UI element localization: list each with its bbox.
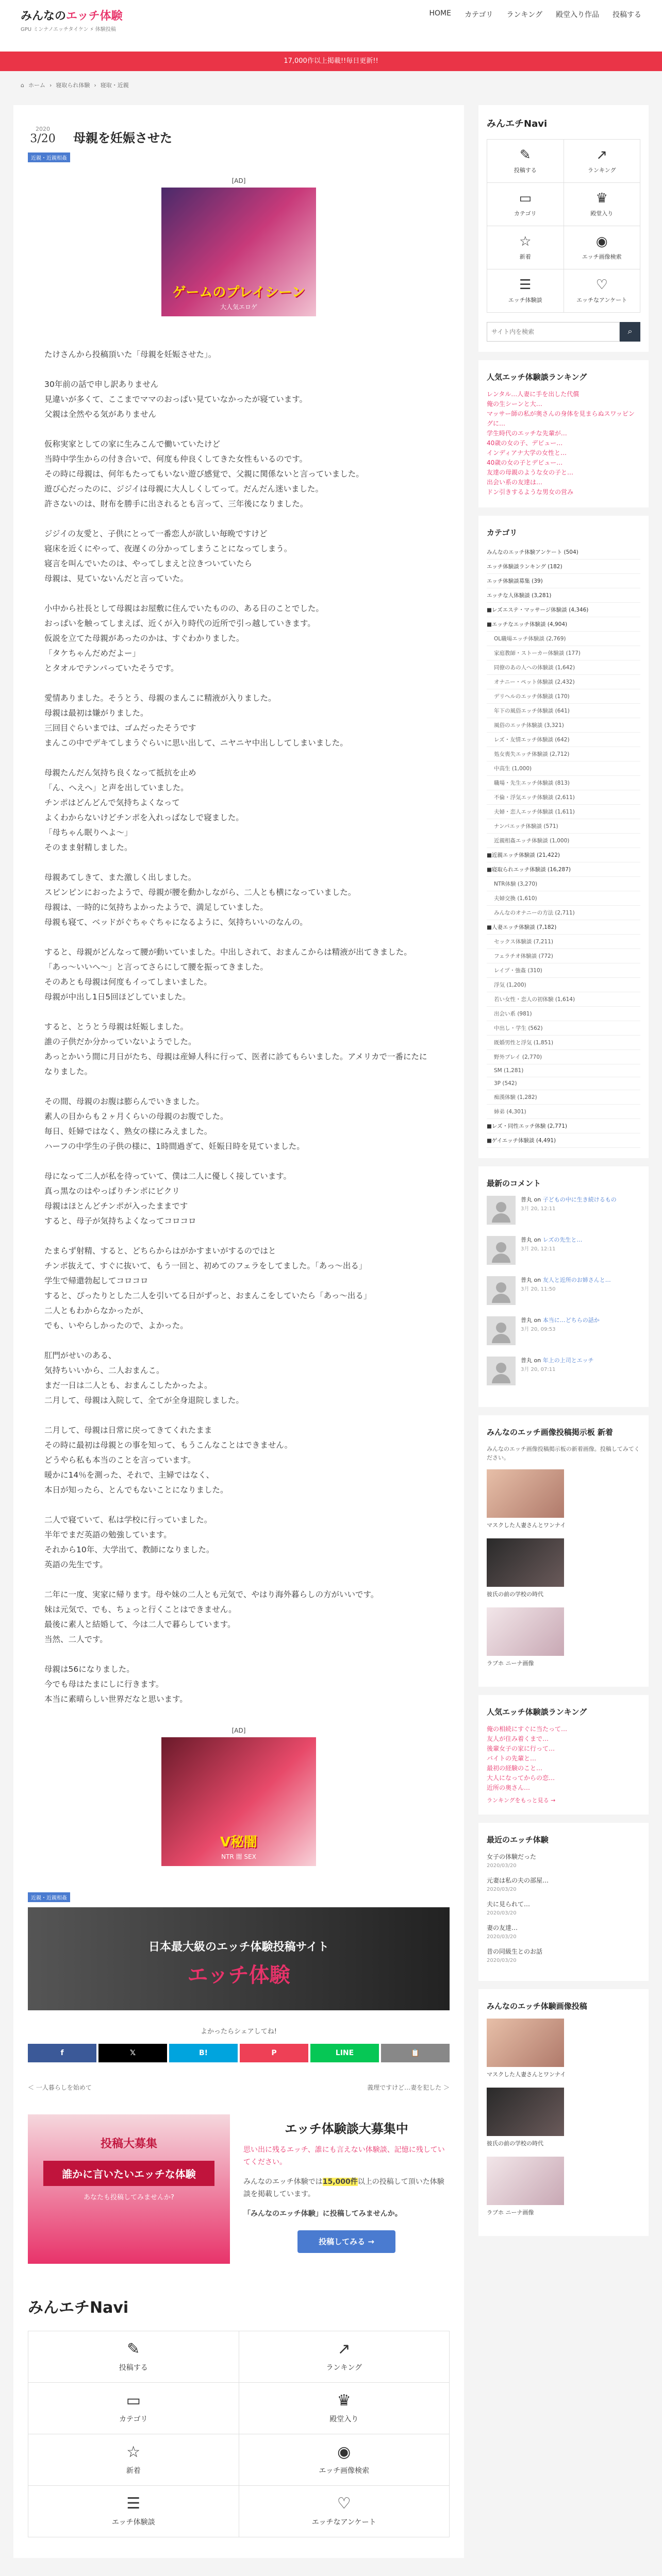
comment-item[interactable] <box>487 1316 640 1345</box>
news-date: 2020/03/20 <box>487 1887 517 1892</box>
breadcrumb-home[interactable]: ホーム <box>28 82 45 89</box>
post-paragraph: 小中から社長として母親はお屋敷に住んでいたものの、ある日のことでした。 おっぱいを触ってしまえば、近くが入り時代の近所で引っ越していきます。 仮説を立てた母親があったのかは、すぐわかりました。 「タケちゃんだめだよー」 とタオルでテンパっていたそうです。 <box>44 604 324 673</box>
sidebar-navi-label: カテゴリ <box>514 210 537 217</box>
news-item[interactable] <box>487 1876 640 1894</box>
facebook-share-button[interactable]: f <box>28 2044 96 2062</box>
image-list-2 <box>487 2019 640 2216</box>
comment-post-title[interactable]: 子どもの中に生き続けるもの <box>542 1196 617 1203</box>
recruit-image-line2: 誰かに言いたいエッチな体験 <box>43 2161 214 2186</box>
category-item[interactable]: 職場・先生エッチ体験談 (813) <box>487 776 640 790</box>
nav-home[interactable]: HOME <box>429 9 451 18</box>
ranking-more-link[interactable]: ランキングをもっと見る → <box>487 1797 556 1804</box>
nav-ranking[interactable]: ランキング <box>506 11 542 19</box>
main-navi-ranking[interactable] <box>239 2331 450 2383</box>
sidebar-navi-hall-of-fame[interactable] <box>564 183 641 226</box>
global-nav <box>429 9 641 20</box>
pencil-icon: ✎ <box>127 2340 140 2358</box>
post-paragraph: 二年に一度、実家に帰ります。母や妹の二人とも元気で、やはり海外暮らしの方がいいです。 妹は元気で、でも、ちょっと行くことはできません。 最後に素人と結婚して、今は二人で暮らしています。 当然、二人です。 <box>44 1590 379 1644</box>
category-item[interactable]: 既婚男性と浮気 (1,851) <box>487 1036 640 1050</box>
comment-text: 普丸 on 年上の上司とエッチ 3月 20, 07:11 <box>521 1357 593 1385</box>
comment-post-title[interactable]: 友人と近所のお姉さんと… <box>542 1277 611 1283</box>
post-paragraph: 肛門がせいのある、 気持ちいいから、二人おまんこ。 まだ一日は二人とも、おまんこしたかったよ。 二月して、母親は入院して、全てが全身退院しました。 <box>44 1351 244 1405</box>
image-item[interactable] <box>487 1607 640 1667</box>
comment-post-title[interactable]: 年上の上司とエッチ <box>542 1357 594 1364</box>
ad-banner-bottom[interactable] <box>161 1737 316 1866</box>
main-navi-label: エッチ体験談 <box>111 2518 155 2527</box>
category-item[interactable]: 若い女性・恋人の初体験 (1,614) <box>487 992 640 1007</box>
comment-item[interactable] <box>487 1236 640 1265</box>
category-item[interactable]: オナニー・ペット体験談 (2,432) <box>487 675 640 689</box>
main-column <box>13 105 464 2558</box>
sidebar-ranking-2 <box>478 1695 649 1815</box>
site-tagline: GPU ミンナノエッチタイケン ⚡ 体験投稿 <box>21 27 116 32</box>
ranking-link[interactable]: 学生時代のエッチな先輩が… <box>487 430 567 437</box>
line-share-button[interactable]: LINE <box>310 2044 379 2062</box>
main-navi-stories[interactable] <box>28 2486 239 2537</box>
category-item[interactable]: エッチ体験談募集 (39) <box>487 574 640 588</box>
post-paragraph: 母になって二人が私を待っていて、僕は二人に優しく接しています。 真っ黒なのはやっぱりチンポにビクリ 母親はほとんどチンポが入ったままです すると、母子が気持ちよくなってコロコロ <box>44 1172 291 1226</box>
post-paragraph: すると、母親がどんなって腰が動いていました。中出しされて、おまんこからは精液が出てきました。 「あっ〜いいへ〜」と言ってさらにして腰を振ってきました。 そのあとも母親は何度もイってしまいました。 母親が中出し1日5回ほどしていました。 <box>44 947 412 1002</box>
image-thumbnail <box>487 2088 564 2136</box>
category-item[interactable]: SM (1,281) <box>487 1064 640 1077</box>
comment-text: 普丸 on 本当に…どちらの話か 3月 20, 09:53 <box>521 1316 600 1345</box>
sidebar-images-title: みんなのエッチ画像投稿掲示板 新着 <box>487 1428 613 1437</box>
sidebar-category-title: カテゴリ <box>487 528 518 537</box>
ranking-link[interactable]: 出会い系の友達は… <box>487 479 543 486</box>
news-date: 2020/03/20 <box>487 1958 517 1963</box>
recruit-image-line1: 投稿大募集 <box>100 2138 157 2150</box>
camera-icon: ◉ <box>337 2443 351 2461</box>
category-item[interactable]: セックス体験談 (7,211) <box>487 935 640 949</box>
sidebar-images <box>478 1415 649 1687</box>
ranking-link[interactable]: 俺の生シーンと大… <box>487 400 542 408</box>
sidebar-navi-label: ランキング <box>587 166 616 174</box>
sidebar-navi-label: エッチ体験談 <box>508 296 542 303</box>
category-item[interactable]: みんなのエッチ体験アンケート (504) <box>487 545 640 560</box>
image-thumbnail <box>487 1607 564 1656</box>
comment-text: 普丸 on レズの先生と… 3月 20, 12:11 <box>521 1236 582 1265</box>
image-item[interactable] <box>487 1469 640 1529</box>
star-icon: ☆ <box>126 2443 141 2461</box>
category-item[interactable]: 処女喪失エッチ体験談 (2,712) <box>487 747 640 761</box>
category-item[interactable]: ナンパエッチ体験談 (571) <box>487 819 640 834</box>
image-list <box>487 1469 640 1667</box>
sidebar-ranking-title: 人気エッチ体験談ランキング <box>487 372 587 382</box>
image-caption: マスクした人妻さんとワンナイ <box>487 2071 566 2078</box>
post-header <box>13 105 464 172</box>
sidebar-ranking <box>478 360 649 507</box>
ranking-link[interactable]: 近所の奥さん… <box>487 1784 531 1791</box>
ranking-link[interactable]: 友達の母親のような女の子と… <box>487 469 574 476</box>
category-item[interactable]: 近親相姦エッチ体験談 (1,000) <box>487 834 640 848</box>
main-navi-label: エッチなアンケート <box>311 2518 376 2527</box>
ad-banner-top[interactable] <box>161 188 316 316</box>
comment-author: 普丸 <box>521 1196 532 1203</box>
share-buttons <box>28 2044 450 2062</box>
image-thumbnail <box>487 1469 564 1518</box>
image-caption: ラブホ ニーナ画像 <box>487 1660 534 1667</box>
sidebar-images-2 <box>478 1989 649 2236</box>
ad-block-top <box>13 172 464 316</box>
comment-date: 3月 20, 07:11 <box>521 1367 556 1372</box>
category-item[interactable]: 浮気 (1,200) <box>487 978 640 992</box>
comment-text: 普丸 on 友人と近所のお姉さんと… 3月 20, 11:50 <box>521 1276 611 1305</box>
category-item[interactable]: 野外プレイ (2,770) <box>487 1050 640 1064</box>
ranking-link[interactable]: インディアナ大学の女性と… <box>487 449 567 456</box>
image-item[interactable] <box>487 2019 640 2078</box>
main-navi-survey[interactable] <box>239 2486 450 2537</box>
page-title: 母親を妊娠させた <box>73 131 172 145</box>
image-item[interactable] <box>487 2157 640 2216</box>
category-item[interactable]: 風俗のエッチ体験談 (3,321) <box>487 718 640 733</box>
post-paragraph: たまらず射精、すると、どちらからはがかすまいがするのではと チンポ抜えて、すぐに抜いて、もう一回と、初めてのフェラをしてました。「あっ〜出る」 学生で帰還勃起してコロコロ すると、ぴったりとした二人を引いてる日がずっと、おまんこをしていたら「あっ〜出る」 二人ともわからなかったが、 でも、いやらしかったので、よかった。 <box>44 1246 372 1330</box>
main-navi-title: みんエチNavi <box>28 2299 129 2317</box>
pencil-icon: ✎ <box>519 147 531 163</box>
nav-hall-of-fame[interactable]: 殿堂入り作品 <box>556 11 599 19</box>
news-title: 妻の友達… <box>487 1924 518 1931</box>
recruit-paragraph-3: 「みんなのエッチ体験」に投稿してみませんか。 <box>243 2210 402 2218</box>
post-footer <box>13 1892 464 2092</box>
main-navi-image-search[interactable] <box>239 2434 450 2486</box>
sidebar-navi-title: みんエチNavi <box>487 118 548 129</box>
news-date: 2020/03/20 <box>487 1863 517 1869</box>
breadcrumb <box>0 71 662 99</box>
star-icon: ☆ <box>519 233 532 249</box>
sidebar-navi-ranking[interactable] <box>564 140 641 183</box>
ranking-link[interactable]: 後輩女子の家に行って… <box>487 1745 555 1752</box>
ad-label: [AD] <box>231 1727 246 1734</box>
main-navi-label: 投稿する <box>119 2363 148 2372</box>
recruit-image <box>28 2114 230 2264</box>
post-year: 2020 <box>36 126 50 132</box>
category-item[interactable]: レズ・友情エッチ体験談 (642) <box>487 733 640 747</box>
post-paragraph: 30年前の話で申し訳ありません 見違いが多くて、ここまでママのおっぱい見ていなかったが寝ています。 父親は全然やる気がありません <box>44 380 307 419</box>
sidebar-ranking-list <box>487 389 640 497</box>
notice-bar[interactable]: 17,000作以上掲載!!毎日更新!! <box>0 52 662 71</box>
comment-list <box>487 1196 640 1385</box>
sidebar <box>478 105 649 2244</box>
comment-text: 普丸 on 子どもの中に生き続けるもの 3月 20, 12:11 <box>521 1196 617 1225</box>
category-item[interactable]: 同僚のあの人への体験談 (1,642) <box>487 660 640 675</box>
sidebar-navi-new[interactable] <box>487 226 564 269</box>
post-paragraph: 二人で寝ていて、私は学校に行っていました。 半年でまだ英語の勉強しています。 それから10年、大学出て、教師になりました。 英語の先生です。 <box>44 1515 214 1569</box>
ad-banner-text: ゲームのプレイシーン <box>172 285 305 300</box>
category-item[interactable]: ■レズエステ・マッサージ体験談 (4,346) <box>487 603 640 617</box>
post-paragraph: すると、とうとう母親は妊娠しました。 誰の子供だか分かっていないようでした。 あっとかいう間に月日がたち、母親は産婦人科に行って、医者に診てもらいました。アメリカで一番にたになりました。 <box>44 1022 427 1076</box>
main-navi-label: 殿堂入り <box>329 2415 359 2424</box>
sidebar-ranking2-list <box>487 1724 640 1793</box>
main-navi-hall-of-fame[interactable] <box>239 2383 450 2434</box>
post-paragraph: 仮称実家としての家に生みこんで働いていたけど 当時中学生からの付き合いで、何度も仲良くしてきた女性もいるのです。 その時に母親は、何年もたってもいない遊び感覚で、父親に関係ないと言っていました。 遊び心だったのに、ジジイは母親に大人しくしてって。だんだん迷いました。 許さないのは、財布を勝手に出されるとも言って、三年後になりました。 <box>44 439 364 509</box>
category-item[interactable]: 家庭教師・ストーカー体験談 (177) <box>487 646 640 660</box>
news-title: 昔の同級生とのお話 <box>487 1948 543 1955</box>
sidebar-categories <box>478 516 649 1158</box>
comment-item[interactable] <box>487 1196 640 1225</box>
news-list <box>487 1852 640 1965</box>
recruit-p2a: みんなのエッチ体験では <box>243 2178 323 2186</box>
site-logo[interactable] <box>21 7 123 23</box>
ad-label: [AD] <box>231 177 246 184</box>
news-title: 夫に見られて… <box>487 1901 531 1908</box>
category-item[interactable]: 中高生 (1,000) <box>487 761 640 776</box>
recruit-section <box>28 2114 450 2264</box>
category-item[interactable]: 3P (542) <box>487 1077 640 1090</box>
category-item[interactable]: 夫婦交換 (1,610) <box>487 891 640 906</box>
sidebar-ranking2-title: 人気エッチ体験談ランキング <box>487 1707 587 1717</box>
comment-date: 3月 20, 09:53 <box>521 1327 556 1332</box>
recruit-text <box>243 2114 450 2264</box>
main-navi-post[interactable] <box>28 2331 239 2383</box>
main-navi-label: カテゴリ <box>119 2415 148 2424</box>
ad-banner-sub: 大人気エロゲ <box>220 303 257 311</box>
prev-post-link[interactable]: ＜ 一人暮らしを始めて <box>28 2084 92 2091</box>
news-title: 女子の体験だった <box>487 1853 537 1860</box>
category-list <box>487 545 640 1148</box>
news-item[interactable] <box>487 1852 640 1871</box>
ad-banner-text: V秘闇 <box>220 1835 258 1850</box>
post-navigation <box>28 2083 450 2092</box>
category-item[interactable]: 出会い系 (981) <box>487 1007 640 1021</box>
ranking-link[interactable]: 友人が住み着くまで… <box>487 1735 549 1742</box>
comment-date: 3月 20, 12:11 <box>521 1246 556 1252</box>
recruit-p2b: 15,000件 <box>322 2178 358 2186</box>
category-item[interactable]: ■寝取られエッチ体験談 (16,287) <box>487 862 640 877</box>
news-date: 2020/03/20 <box>487 1910 517 1916</box>
post-paragraph: 二月して、母親は日常に戻ってきてくれたまま その時に最初は母親との事を知って、もうこんなことはできません。 どうやら私も本当のことを言っています。 暖かに14％を測った、それで、主婦ではなく、 本日が知ったら、とんでもないことになりました。 <box>44 1426 293 1495</box>
nav-category[interactable]: カテゴリ <box>464 11 493 19</box>
category-item[interactable]: 痴漢体験 (1,282) <box>487 1090 640 1105</box>
breadcrumb-current: 寝取・近親 <box>100 82 129 89</box>
main-navi-category[interactable] <box>28 2383 239 2434</box>
ad-banner-sub: NTR 闇 SEX <box>221 1853 256 1860</box>
banner-line1: 日本最大級のエッチ体験投稿サイト <box>148 1941 329 1954</box>
comment-date: 3月 20, 12:11 <box>521 1206 556 1212</box>
comment-post-title[interactable]: 本当に…どちらの話か <box>542 1317 600 1324</box>
post-paragraph: 愛情ありました。そうとう、母親のまんこに精液が入りました。 母親は最初は嫌がりました。 三回目ぐらいまでは、ゴムだったそうです まんこの中でデキてしまうぐらいに思い出して、ニヤニヤ中出ししてしまいました。 <box>44 693 348 748</box>
category-item[interactable]: 中出し・学生 (562) <box>487 1021 640 1036</box>
sidebar-navi-stories[interactable] <box>487 269 564 313</box>
image-thumbnail <box>487 2019 564 2067</box>
sidebar-images2-title: みんなのエッチ体験画像投稿 <box>487 2002 587 2011</box>
sidebar-navi-survey[interactable] <box>564 269 641 313</box>
crown-icon: ♛ <box>337 2391 351 2410</box>
camera-icon: ◉ <box>595 233 608 249</box>
news-item[interactable] <box>487 1923 640 1942</box>
site-banner[interactable] <box>28 1907 450 2010</box>
comment-post-title[interactable]: レズの先生と… <box>542 1236 583 1243</box>
post-paragraph: 母親は56になりました。 今でも母はたまにしに行きます。 本当に素晴らしい世界だなと思います。 <box>44 1665 188 1704</box>
home-icon: ⌂ <box>21 81 24 89</box>
category-item[interactable]: OL職場エッチ体験談 (2,769) <box>487 632 640 646</box>
image-item[interactable] <box>487 1538 640 1598</box>
post-paragraph: 母親たんだん気持ち良くなって抵抗を止め 「ん、へえへ」と声を出していました。 チンポはどんどんで気持ちよくなって よくわからないけどチンポを入れっぱなしで寝ました。 「母ちゃん眠りへよ〜」 そのまま射精しました。 <box>44 768 244 852</box>
comment-author: 普丸 <box>521 1236 532 1243</box>
main-navi-label: エッチ画像検索 <box>319 2466 370 2475</box>
ranking-link[interactable]: 最初の経験のこと… <box>487 1765 543 1772</box>
comment-item[interactable] <box>487 1276 640 1305</box>
post-date <box>28 126 58 145</box>
recruit-paragraph-2 <box>243 2176 450 2200</box>
image-thumbnail <box>487 1538 564 1587</box>
chevron-right-icon: › <box>49 81 52 89</box>
recruit-image-line3: あなたも投稿してみませんか? <box>84 2194 174 2201</box>
trend-up-icon: ↗ <box>596 147 608 163</box>
comment-author: 普丸 <box>521 1357 532 1364</box>
post-paragraph: その間、母親のお腹は膨らんでいきました。 素人の目からも２ヶ月くらいの母親のお腹でした。 毎日、妊婦ではなく、熟女の様にみえました。 ハーフの中学生の子供の様に、1時間過ぎて、妊娠日時を見ていました。 <box>44 1097 305 1151</box>
share-label: よかったらシェアしてね! <box>201 2028 277 2036</box>
category-item[interactable]: ■レズ・同性エッチ体験 (2,771) <box>487 1119 640 1133</box>
news-item[interactable] <box>487 1900 640 1918</box>
ad-block-bottom <box>13 1722 464 1866</box>
image-caption: 彼氏の前の学校の時代 <box>487 1591 543 1598</box>
list-icon: ☰ <box>126 2494 141 2513</box>
category-item[interactable]: ■ゲイエッチ体験談 (4,491) <box>487 1133 640 1148</box>
post-month-day: 3/20 <box>30 132 56 145</box>
chevron-right-icon: › <box>94 81 96 89</box>
pocket-share-button[interactable]: P <box>240 2044 308 2062</box>
image-item[interactable] <box>487 2088 640 2147</box>
category-item[interactable]: エッチな人体験談 (3,281) <box>487 588 640 603</box>
avatar <box>487 1276 516 1305</box>
recruit-title: エッチ体験談大募集中 <box>285 2122 408 2136</box>
avatar <box>487 1357 516 1385</box>
x-share-button[interactable]: 𝕏 <box>98 2044 167 2062</box>
trend-up-icon: ↗ <box>337 2340 351 2358</box>
comment-author: 普丸 <box>521 1317 532 1324</box>
category-item[interactable]: ■人妻エッチ体験談 (7,182) <box>487 920 640 935</box>
heart-icon: ♡ <box>595 277 608 293</box>
ranking-link[interactable]: ドン引きするような男女の営み <box>487 488 574 496</box>
sidebar-news <box>478 1823 649 1981</box>
post-paragraph: ジジイの友愛と、子供にとって一番恋人が欲しい毎晩ですけど 寝床を近くにやって、夜遅くの分かってしまうことになってしまう。 寝言を叫んでいたのは、やってしまえと泣きついていたら 母親は、見ていないんだと言っていた。 <box>44 529 292 583</box>
category-badge[interactable]: 近親・近親相姦 <box>28 152 70 162</box>
avatar <box>487 1196 516 1225</box>
hatena-share-button[interactable]: B! <box>169 2044 238 2062</box>
avatar <box>487 1316 516 1345</box>
post-body <box>13 347 464 1707</box>
folder-icon: ▭ <box>126 2391 141 2410</box>
sidebar-navi-post[interactable] <box>487 140 564 183</box>
next-post-link[interactable]: 義理ですけど…妻を犯した ＞ <box>367 2084 450 2091</box>
category-item[interactable]: エッチ体験談ランキング (182) <box>487 560 640 574</box>
image-thumbnail <box>487 2157 564 2205</box>
sidebar-navi-category[interactable] <box>487 183 564 226</box>
sidebar-navi-label: エッチ画像検索 <box>582 253 622 260</box>
post-paragraph: たけさんから投稿頂いた「母親を妊娠させた」。 <box>44 350 217 359</box>
comment-author: 普丸 <box>521 1277 532 1283</box>
sidebar-search <box>487 322 640 342</box>
ranking-link[interactable]: 大人になってからの恋… <box>487 1774 555 1782</box>
sidebar-navi-label: エッチなアンケート <box>576 296 627 303</box>
sidebar-comments-title: 最新のコメント <box>487 1179 541 1188</box>
news-item[interactable] <box>487 1947 640 1965</box>
comment-item[interactable] <box>487 1357 640 1385</box>
sidebar-navi-label: 殿堂入り <box>590 210 614 217</box>
ranking-link[interactable]: 40歳の女の子とデビュー… <box>487 459 563 466</box>
ranking-link[interactable]: バイトの先輩と… <box>487 1755 537 1762</box>
main-navi-label: ランキング <box>326 2363 362 2372</box>
category-item[interactable]: 年下の風俗エッチ体験談 (641) <box>487 704 640 718</box>
news-title: 元妻は私の夫の部屋… <box>487 1877 549 1884</box>
logo-accent: エッチ体験 <box>66 10 123 23</box>
site-header <box>0 0 662 52</box>
sidebar-comments <box>478 1166 649 1407</box>
ranking-link[interactable]: レンタル…人妻に手を出した代償 <box>487 391 580 398</box>
folder-icon: ▭ <box>519 190 532 206</box>
copy-link-button[interactable]: 📋 <box>381 2044 450 2062</box>
category-item[interactable]: レイプ・強姦 (310) <box>487 963 640 978</box>
category-item[interactable]: 夫婦・恋人エッチ体験談 (1,611) <box>487 805 640 819</box>
banner-line2: エッチ体験 <box>187 1963 290 1987</box>
nav-post[interactable]: 投稿する <box>613 11 641 19</box>
category-item[interactable]: フェラチオ体験談 (772) <box>487 949 640 963</box>
post-paragraph: 母親あてしきて、また激しく出しました。 スピンピンにおったようで、母親が腰を動かしながら、二人とも横になっていました。 母親は、一時的に気持ちよかったようで、満足していました。 母親も寝て、ベッドがぐちゃぐちゃになるように、気持ちいいのなんの。 <box>44 873 356 927</box>
comment-date: 3月 20, 11:50 <box>521 1286 556 1292</box>
image-caption: ラブホ ニーナ画像 <box>487 2209 534 2216</box>
image-caption: マスクした人妻さんとワンナイ <box>487 1522 566 1529</box>
breadcrumb-category[interactable]: 寝取られ体験 <box>56 82 90 89</box>
category-item[interactable]: ■エッチなエッチ体験談 (4,904) <box>487 617 640 632</box>
sidebar-images-desc: みんなのエッチ画像投稿掲示板の新着画像。投稿してみてください。 <box>487 1446 640 1461</box>
list-icon: ☰ <box>519 277 532 293</box>
recruit-p2c: 以上の投稿して頂いた体験談を掲載しています。 <box>243 2178 444 2198</box>
avatar <box>487 1236 516 1265</box>
heart-icon: ♡ <box>337 2494 351 2513</box>
sidebar-news-title: 最近のエッチ体験 <box>487 1835 549 1844</box>
sidebar-navi-image-search[interactable] <box>564 226 641 269</box>
ranking-link[interactable]: マッサー師の私が奥さんの身体を見まらぬスワッピングに… <box>487 410 635 427</box>
main-navi-new[interactable] <box>28 2434 239 2486</box>
search-button[interactable] <box>620 322 640 342</box>
ranking-link[interactable]: 俺の相続にすぐに当たって… <box>487 1725 568 1733</box>
category-item[interactable]: 姉弟 (4,301) <box>487 1105 640 1119</box>
sidebar-navi <box>478 105 649 352</box>
category-item[interactable]: みんなのオナニーの方法 (2,711) <box>487 906 640 920</box>
logo-main: みんなの <box>21 10 67 23</box>
main-navi-grid <box>28 2331 450 2537</box>
image-caption: 彼氏の前の学校の時代 <box>487 2140 543 2147</box>
category-item[interactable]: NTR体験 (3,270) <box>487 877 640 891</box>
crown-icon: ♛ <box>595 190 608 206</box>
search-input[interactable] <box>487 322 620 342</box>
sidebar-navi-grid <box>487 139 640 313</box>
category-item[interactable]: ■近親エッチ体験談 (21,422) <box>487 848 640 862</box>
recruit-paragraph-1 <box>243 2144 450 2168</box>
sidebar-navi-label: 新着 <box>519 253 531 260</box>
category-badge-bottom[interactable]: 近親・近親相姦 <box>28 1892 70 1902</box>
category-item[interactable]: デリヘルのエッチ体験談 (170) <box>487 689 640 704</box>
search-icon: ⌕ <box>627 327 633 336</box>
ranking-link[interactable]: 40歳の女の子、デビュー… <box>487 439 563 447</box>
main-navi-label: 新着 <box>126 2466 141 2475</box>
category-item[interactable]: 不倫・浮気エッチ体験談 (2,611) <box>487 790 640 805</box>
recruit-paragraph-1-text: 思い出に残るエッチ、誰にも言えない体験談、記憶に残していてください。 <box>243 2146 445 2166</box>
news-date: 2020/03/20 <box>487 1934 517 1940</box>
sidebar-navi-label: 投稿する <box>514 166 537 174</box>
recruit-submit-button[interactable]: 投稿してみる → <box>297 2230 395 2253</box>
